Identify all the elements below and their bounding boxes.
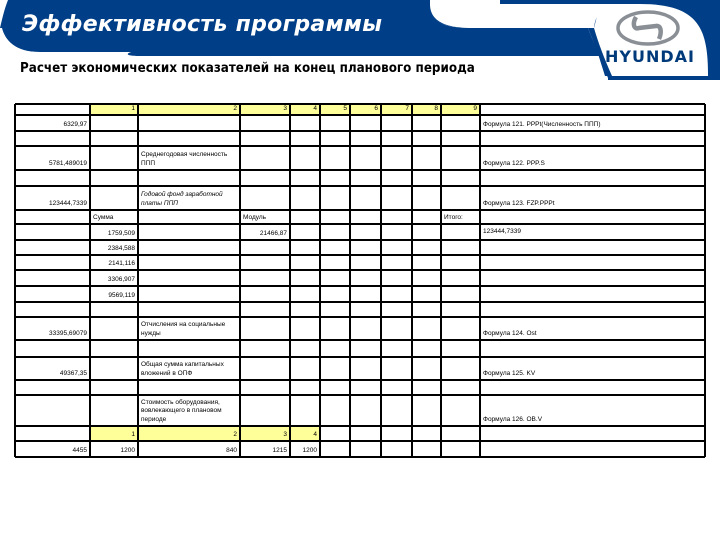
row-label[interactable]: Отчисления на социальные нужды bbox=[141, 321, 226, 338]
grid-line bbox=[15, 301, 705, 302]
cell-b[interactable]: 2384,588 bbox=[107, 245, 135, 253]
grid-line bbox=[15, 209, 705, 210]
cell-f[interactable]: Формула 125. KV bbox=[483, 370, 536, 378]
cell-f[interactable]: Формула 121. PPPt(Численность ППП) bbox=[483, 121, 601, 129]
header-cell-6[interactable]: 6 bbox=[350, 104, 381, 115]
grid-line bbox=[15, 440, 705, 441]
grid-line bbox=[319, 104, 320, 457]
grid-line bbox=[15, 145, 705, 146]
cell-f[interactable]: Формула 126. OB.V bbox=[483, 416, 543, 424]
grid-line bbox=[15, 285, 705, 286]
grid-line bbox=[704, 104, 705, 457]
row-label[interactable]: Среднегодовая численность ППП bbox=[141, 151, 228, 168]
cell-d[interactable]: Модуль bbox=[243, 214, 267, 222]
brand-wordmark: HYUNDAI bbox=[605, 47, 695, 66]
grid-line bbox=[15, 185, 705, 186]
grid-line bbox=[14, 104, 15, 457]
grid-line bbox=[440, 104, 441, 457]
cell-b[interactable]: 1200 bbox=[120, 447, 135, 455]
page-title: Эффективность программы bbox=[22, 12, 383, 37]
cell-d[interactable]: 1215 bbox=[272, 447, 287, 455]
grid-line bbox=[89, 104, 90, 457]
grid-line bbox=[411, 104, 412, 457]
grid-line bbox=[15, 316, 705, 317]
cell-e[interactable]: 1200 bbox=[302, 447, 317, 455]
header-cell-3[interactable]: 3 bbox=[240, 104, 290, 115]
sub-header-cell[interactable]: 2 bbox=[138, 426, 240, 441]
row-label[interactable]: Стоимость оборудования, вовлекающего в плановом периоде bbox=[141, 398, 222, 424]
grid-line bbox=[239, 104, 240, 457]
grid-line bbox=[15, 239, 705, 240]
cell-f[interactable]: Формула 124. Ost bbox=[483, 330, 537, 338]
cell-b[interactable]: 3306,907 bbox=[107, 276, 135, 284]
header-cell-10[interactable] bbox=[480, 104, 705, 115]
cell-a[interactable]: 4455 bbox=[72, 447, 87, 455]
cell-a[interactable]: 49367,35 bbox=[59, 370, 87, 378]
cell-f[interactable]: 123444,7339 bbox=[483, 227, 521, 235]
grid-line bbox=[15, 169, 705, 170]
cell-b[interactable]: 2141,116 bbox=[108, 260, 135, 268]
grid-line bbox=[349, 104, 350, 457]
cell-j[interactable]: Итого: bbox=[444, 214, 463, 222]
grid-line bbox=[137, 104, 138, 457]
grid-line bbox=[15, 356, 705, 357]
cell-a[interactable]: 5781,489019 bbox=[49, 160, 87, 168]
grid-line bbox=[15, 223, 705, 224]
page-subtitle: Расчет экономических показателей на конец планового периода bbox=[20, 61, 475, 76]
cell-b[interactable]: 9569,119 bbox=[108, 292, 135, 300]
header-cell-5[interactable]: 5 bbox=[320, 104, 350, 115]
sub-header-cell[interactable]: 4 bbox=[290, 426, 320, 441]
grid-line bbox=[15, 254, 705, 255]
cell-a[interactable]: 33395,69079 bbox=[49, 330, 87, 338]
grid-line bbox=[380, 104, 381, 457]
calculation-table bbox=[15, 104, 705, 457]
sub-header-cell[interactable]: 3 bbox=[240, 426, 290, 441]
cell-a[interactable]: 6329,97 bbox=[63, 121, 87, 129]
grid-line bbox=[15, 379, 705, 380]
cell-f[interactable]: Формула 123. FZP.PPPt bbox=[483, 200, 555, 208]
header-cell-1[interactable]: 1 bbox=[90, 104, 138, 115]
header-cell-4[interactable]: 4 bbox=[290, 104, 320, 115]
row-label[interactable]: Общая сумма капитальных вложений в ОПФ bbox=[141, 361, 224, 378]
row-label[interactable]: Годовой фонд заработной платы ППП bbox=[141, 191, 223, 208]
grid-line bbox=[15, 103, 705, 104]
cell-b[interactable]: 1759,509 bbox=[107, 230, 135, 238]
grid-line bbox=[15, 456, 705, 457]
cell-f[interactable]: Формула 122. PPP.S bbox=[483, 160, 545, 168]
header-cell-2[interactable]: 2 bbox=[138, 104, 240, 115]
cell-a[interactable]: 123444,7339 bbox=[49, 200, 87, 208]
header-cell-8[interactable]: 8 bbox=[412, 104, 441, 115]
grid-line bbox=[479, 104, 480, 457]
grid-line bbox=[289, 104, 290, 457]
cell-b[interactable]: Сумма bbox=[93, 214, 114, 222]
header-cell-9[interactable]: 9 bbox=[441, 104, 480, 115]
sub-header-cell[interactable]: 1 bbox=[90, 426, 138, 441]
header-cell-7[interactable]: 7 bbox=[381, 104, 412, 115]
header-cell-0[interactable] bbox=[15, 104, 90, 115]
grid-line bbox=[15, 130, 705, 131]
cell-d[interactable]: 21466,87 bbox=[259, 230, 287, 238]
grid-line bbox=[15, 394, 705, 395]
grid-line bbox=[15, 114, 705, 115]
cell-c[interactable]: 840 bbox=[226, 447, 237, 455]
grid-line bbox=[15, 339, 705, 340]
grid-line bbox=[15, 425, 705, 426]
grid-line bbox=[15, 269, 705, 270]
